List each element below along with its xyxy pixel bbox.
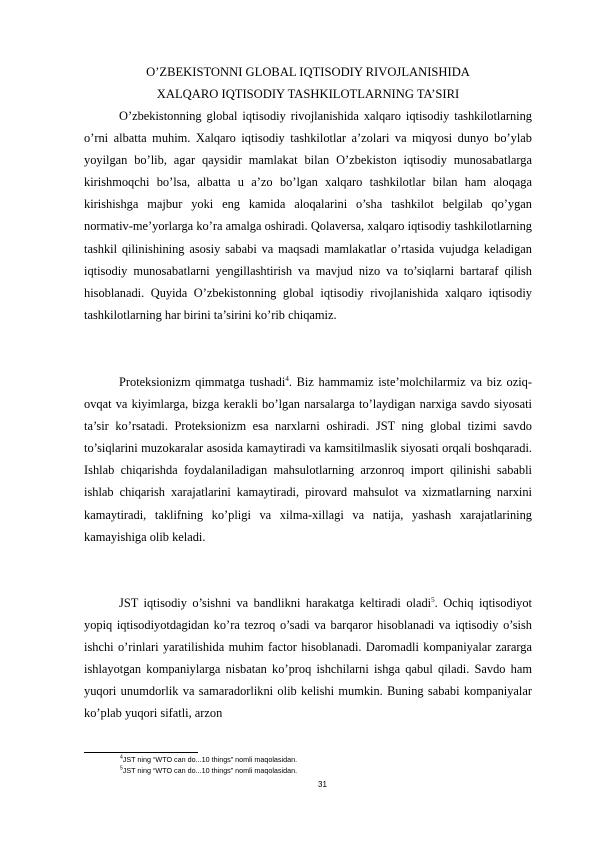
heading-line-1: O’ZBEKISTONNI GLOBAL IQTISODIY RIVOJLANISHIDA [146,65,470,79]
paragraph-1-text: O’zbekistonning global iqtisodiy rivojlanishida xalqaro iqtisodiy tashkilotlarning o’rni albatta muhim. Xalqaro iqtisodiy tashkilotlar a’zolari va miqyosi dunyo bo’ylab yoyilgan bo’lib, agar qaysidir mamlakat bilan O’zbekiston iqtisodiy munosabatlarga kirishmoqchi bo’lsa, albatta u a’zo bo’lgan xalqaro tashkilotlar bilan ham aloqaga kirishishga majbur yoki eng kamida aloqalarini o’sha tashkilot belgilab qo’ygan normativ-me’yorlarga ko’ra amalga oshiradi. Qolaversa, xalqaro iqtisodiy tashkilotlarning tashkil qilinishining asosiy sababi va maqsadi mamlakatlar o’rtasida vujudga keladigan iqtisodiy munosabatlarni yengillashtirish va mavjud nizo va to’siqlarni bartaraf qilish hisoblanadi. Quyida O’zbekistonning global iqtisodiy rivojlanishida xalqaro iqtisodiy tashkilotlarning har birini ta’sirini ko’rib chiqamiz. [84,109,532,322]
paragraph-2 [84,371,532,548]
footnote-5-number: 5 [120,765,123,772]
paragraph-3 [84,592,532,725]
footnote-5-text: JST ning “WTO can do...10 things” nomli maqolasidan. [122,766,298,775]
paragraph-3-text-start: JST iqtisodiy o’sishni va bandlikni harakatga keltiradi oladi [119,596,432,610]
paragraph-3-text-end: . Ochiq iqtisodiyot yopiq iqtisodiyotdagidan ko’ra tezroq o’sadi va barqaror hisoblanadi va iqtisodiy o’sish ishchi o’rinlari yaratilishida muhim factor hisoblanadi. Daromadli kompaniyalar zararga ishlayotgan kompaniylarga nisbatan ko’proq ishchilarni ishga qabul qiladi. Savdo ham yuqori unumdorlik va samaradorlikni olib kelishi mumkin. Buning sababi kompaniyalar ko’plab yuqori sifatli, arzon [84,596,532,721]
footnote-ref-4: 4 [285,374,289,383]
paragraph-2-text-end: . Biz hammamiz iste’molchilarmiz va biz oziq-ovqat va kiyimlarga, bizga kerakli bo’lgan narsalarga to’laydigan narxiga savdo siyosati ta’sir ko’rsatadi. Proteksionizm esa narxlarni oshiradi. JST ning global tizimi savdo to’siqlarini muzokaralar asosida kamaytiradi va kamsitilmaslik siyosati orqali boshqaradi. Ishlab chiqarishda foydalaniladigan mahsulotlarning arzonroq import qilinishi sababli ishlab chiqarish xarajatlarini kamaytiradi, pirovard mahsulot va xizmatlarning narxini kamaytiradi, taklifning ko’pligi va xilma-xillagi va natija, yashash xarajatlarining kamayishiga olib keladi. [84,375,532,544]
page-number: 31 [318,780,327,789]
footnote-4-number: 4 [120,754,123,761]
paragraph-1 [84,105,532,326]
heading-line-2: XALQARO IQTISODIY TASHKILOTLARNING TA’SIRI [156,87,460,101]
footnote-divider [84,752,198,753]
footnote-ref-5: 5 [431,595,435,604]
paragraph-2-text-start: Proteksionizm qimmatga tushadi [119,375,286,389]
footnote-4-text: JST ning “WTO can do...10 things” nomli maqolasidan. [122,755,298,764]
footnote-5 [120,766,297,776]
footnote-4 [120,755,297,765]
